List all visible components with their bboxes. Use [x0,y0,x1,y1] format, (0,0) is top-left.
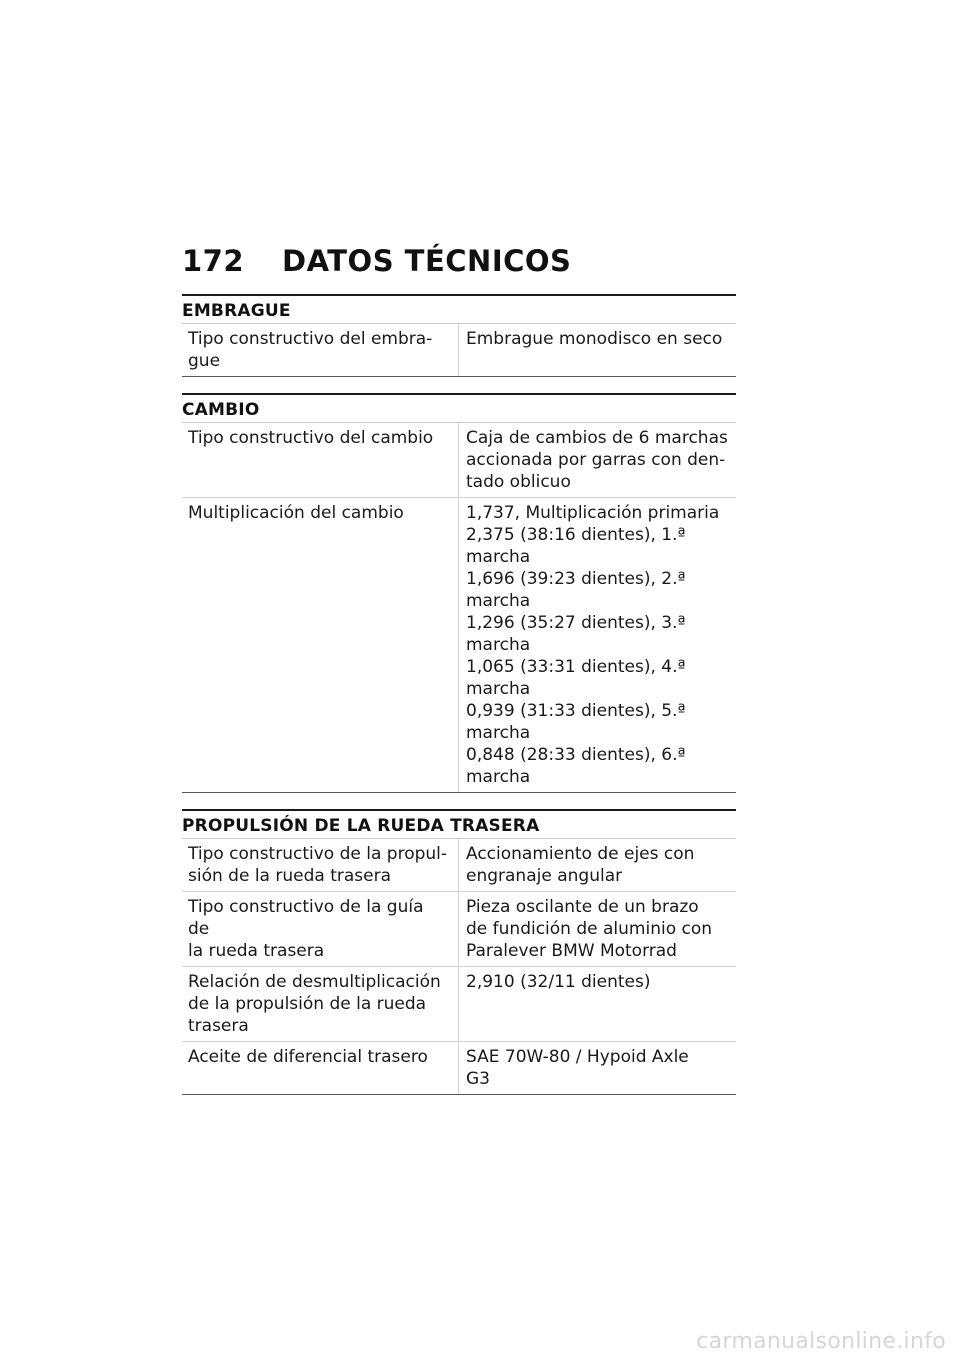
spec-value-line: marcha [466,679,531,699]
spec-table [182,323,736,377]
spec-label-line: Tipo constructivo de la propul- [188,844,448,864]
spec-label-line: trasera [188,1016,249,1036]
spec-value [459,498,736,792]
table-row [182,891,736,966]
page-number: 172 [182,244,245,278]
spec-label-line: Tipo constructivo del embra- [188,329,433,349]
spec-value-line: SAE 70W-80 / Hypoid Axle [466,1047,689,1067]
spec-label-line: Aceite de diferencial trasero [188,1047,428,1067]
spec-label-line: Tipo constructivo del cambio [188,428,434,448]
spec-value-line: Accionamiento de ejes con [466,844,695,864]
spec-value-line: Pieza oscilante de un brazo [466,897,699,917]
spec-value-line: 1,296 (35:27 dientes), 3.ª [466,613,686,633]
spec-value-line: marcha [466,767,531,787]
spec-value-line: 2,375 (38:16 dientes), 1.ª [466,525,686,545]
table-row [182,1041,736,1094]
spec-value-line: marcha [466,547,531,567]
spec-value-line: tado oblicuo [466,472,571,492]
spec-label [182,498,459,792]
spec-value-line: 2,910 (32/11 dientes) [466,972,651,992]
spec-value-line: Paralever BMW Motorrad [466,941,677,961]
spec-value-line: G3 [466,1069,490,1089]
spec-label-line: gue [188,351,221,371]
watermark-text: carmanualsonline.info [696,1329,946,1354]
spec-value-line: Embrague monodisco en seco [466,329,723,349]
section-title: CAMBIO [182,400,260,420]
spec-table [182,422,736,793]
spec-label-line: Relación de desmultiplicación [188,972,441,992]
spec-value-line: 0,848 (28:33 dientes), 6.ª [466,745,686,765]
spec-value [459,1042,736,1094]
spec-value-line: 0,939 (31:33 dientes), 5.ª [466,701,686,721]
spec-value-line: 1,737, Multiplicación primaria [466,503,720,523]
spec-content [182,294,736,1095]
spec-label-line: Multiplicación del cambio [188,503,404,523]
spec-value [459,967,736,1041]
spec-section [182,294,736,377]
spec-value [459,839,736,891]
spec-value-line: Caja de cambios de 6 marchas [466,428,728,448]
spec-label-line: sión de la rueda trasera [188,866,391,886]
spec-value [459,892,736,966]
spec-value-line: engranaje angular [466,866,623,886]
table-row [182,497,736,792]
spec-section [182,809,736,1095]
section-title: EMBRAGUE [182,301,291,321]
spec-label-line: de la propulsión de la rueda [188,994,427,1014]
spec-value [459,423,736,497]
spec-label-line: la rueda trasera [188,941,325,961]
table-row [182,839,736,891]
spec-value-line: marcha [466,591,531,611]
spec-value-line: 1,696 (39:23 dientes), 2.ª [466,569,686,589]
page-header [182,244,571,278]
table-row [182,324,736,376]
spec-value-line: de fundición de aluminio con [466,919,713,939]
spec-label [182,967,459,1041]
spec-label [182,1042,459,1094]
spec-value [459,324,736,376]
spec-table [182,838,736,1095]
spec-value-line: accionada por garras con den- [466,450,726,470]
page-title: DATOS TÉCNICOS [282,244,572,278]
table-row [182,423,736,497]
spec-label [182,423,459,497]
spec-value-line: 1,065 (33:31 dientes), 4.ª [466,657,686,677]
spec-label [182,839,459,891]
spec-value-line: marcha [466,723,531,743]
spec-label-line: Tipo constructivo de la guía de [188,897,424,939]
spec-label [182,892,459,966]
table-row [182,966,736,1041]
section-title: PROPULSIÓN DE LA RUEDA TRASERA [182,816,540,836]
spec-value-line: marcha [466,635,531,655]
spec-section [182,393,736,793]
spec-label [182,324,459,376]
